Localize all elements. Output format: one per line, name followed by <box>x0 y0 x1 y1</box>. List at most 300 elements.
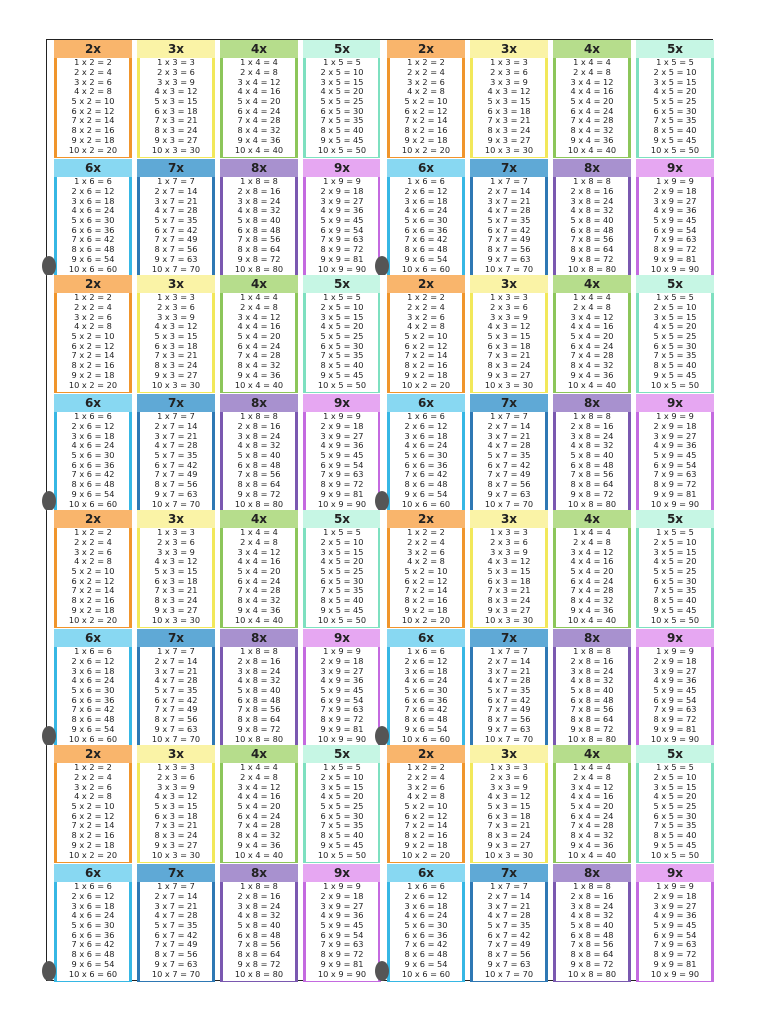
table-row: 8 x 3 = 24 <box>154 125 198 136</box>
times-table-block <box>47 510 380 745</box>
table-card-rows <box>223 412 295 509</box>
table-row: 6 x 7 = 42 <box>487 224 531 235</box>
table-card-title: 4x <box>220 40 298 58</box>
table-row: 5 x 5 = 25 <box>653 801 697 812</box>
table-row: 6 x 2 = 12 <box>71 105 115 116</box>
times-table-block <box>47 275 380 510</box>
times-table-block <box>47 745 380 980</box>
table-card-2x <box>387 275 465 393</box>
table-row: 8 x 5 = 40 <box>653 595 697 606</box>
table-row: 3 x 6 = 18 <box>71 430 115 441</box>
table-row: 8 x 5 = 40 <box>653 830 697 841</box>
table-row: 5 x 8 = 40 <box>570 215 614 226</box>
table-row: 7 x 5 = 35 <box>653 585 697 596</box>
table-card-title: 7x <box>470 394 548 412</box>
table-row: 1 x 9 = 9 <box>656 881 694 892</box>
times-table-block <box>380 40 713 275</box>
table-row: 4 x 3 = 12 <box>154 321 198 332</box>
table-row: 2 x 3 = 6 <box>490 537 528 548</box>
table-row: 10 x 6 = 60 <box>401 733 451 744</box>
table-card-rows <box>639 647 711 744</box>
table-row: 3 x 4 = 12 <box>570 311 614 322</box>
table-row: 10 x 8 = 80 <box>567 498 617 509</box>
table-card-2x <box>54 40 132 158</box>
table-row: 5 x 7 = 35 <box>487 920 531 931</box>
table-card-rows <box>390 177 462 274</box>
table-row: 8 x 3 = 24 <box>487 360 531 371</box>
table-row: 7 x 4 = 28 <box>570 115 614 126</box>
table-row: 9 x 5 = 45 <box>653 369 697 380</box>
table-row: 2 x 8 = 16 <box>570 891 614 902</box>
table-row: 3 x 7 = 21 <box>154 900 198 911</box>
table-row: 9 x 9 = 81 <box>320 958 364 969</box>
table-row: 9 x 4 = 36 <box>237 369 281 380</box>
table-row: 9 x 2 = 18 <box>71 369 115 380</box>
table-row: 8 x 9 = 72 <box>653 949 697 960</box>
table-row: 10 x 7 = 70 <box>484 968 534 979</box>
table-card-rows <box>223 528 295 625</box>
table-card-title: 6x <box>54 394 132 412</box>
table-row: 9 x 4 = 36 <box>570 369 614 380</box>
table-row: 3 x 3 = 9 <box>157 76 195 87</box>
table-row: 6 x 7 = 42 <box>154 224 198 235</box>
times-table-block <box>47 40 380 275</box>
table-card-2x <box>387 745 465 863</box>
table-card-3x <box>137 275 215 393</box>
table-row: 10 x 6 = 60 <box>68 733 118 744</box>
table-row: 9 x 5 = 45 <box>320 134 364 145</box>
table-card-rows <box>556 528 628 625</box>
table-card-rows <box>639 528 711 625</box>
table-row: 9 x 4 = 36 <box>570 839 614 850</box>
table-row: 7 x 7 = 49 <box>154 704 198 715</box>
table-row: 4 x 4 = 16 <box>237 556 281 567</box>
table-card-title: 3x <box>470 745 548 763</box>
table-row: 4 x 9 = 36 <box>653 675 697 686</box>
table-card-2x <box>54 275 132 393</box>
table-card-9x <box>636 159 714 277</box>
table-row: 3 x 4 = 12 <box>570 781 614 792</box>
table-row: 1 x 5 = 5 <box>323 527 361 538</box>
table-row: 2 x 5 = 10 <box>320 67 364 78</box>
table-row: 10 x 3 = 30 <box>484 614 534 625</box>
table-row: 10 x 4 = 40 <box>567 614 617 625</box>
table-row: 4 x 7 = 28 <box>154 205 198 216</box>
table-row: 1 x 6 = 6 <box>74 411 112 422</box>
table-card-rows <box>57 882 129 979</box>
table-row: 5 x 9 = 45 <box>653 920 697 931</box>
table-card-title: 5x <box>303 745 381 763</box>
table-card-5x <box>636 275 714 393</box>
table-row: 6 x 6 = 36 <box>71 224 115 235</box>
table-row: 9 x 3 = 27 <box>487 134 531 145</box>
table-row: 7 x 2 = 14 <box>71 820 115 831</box>
table-row: 9 x 7 = 63 <box>487 958 531 969</box>
table-row: 9 x 8 = 72 <box>570 958 614 969</box>
table-row: 9 x 9 = 81 <box>320 488 364 499</box>
table-row: 10 x 8 = 80 <box>234 263 284 274</box>
table-row: 2 x 9 = 18 <box>320 656 364 667</box>
table-card-4x <box>220 40 298 158</box>
table-card-rows <box>639 882 711 979</box>
table-card-7x <box>470 629 548 747</box>
table-row: 5 x 5 = 25 <box>653 96 697 107</box>
table-row: 4 x 5 = 20 <box>320 321 364 332</box>
table-row: 5 x 3 = 15 <box>487 801 531 812</box>
table-row: 2 x 5 = 10 <box>320 772 364 783</box>
table-card-rows <box>140 412 212 509</box>
table-card-rows <box>223 882 295 979</box>
table-row: 8 x 4 = 32 <box>237 125 281 136</box>
table-row: 7 x 5 = 35 <box>320 115 364 126</box>
table-row: 10 x 7 = 70 <box>484 263 534 274</box>
table-row: 9 x 7 = 63 <box>154 958 198 969</box>
table-card-title: 8x <box>553 159 631 177</box>
times-table-block <box>380 275 713 510</box>
table-row: 5 x 4 = 20 <box>570 331 614 342</box>
table-row: 10 x 9 = 90 <box>650 968 700 979</box>
table-card-title: 9x <box>636 159 714 177</box>
table-row: 4 x 7 = 28 <box>487 910 531 921</box>
table-row: 6 x 5 = 30 <box>653 575 697 586</box>
table-row: 8 x 4 = 32 <box>237 360 281 371</box>
table-row: 10 x 3 = 30 <box>151 614 201 625</box>
table-row: 1 x 9 = 9 <box>323 646 361 657</box>
table-row: 9 x 9 = 81 <box>320 723 364 734</box>
table-row: 4 x 5 = 20 <box>320 86 364 97</box>
table-row: 2 x 4 = 8 <box>573 537 611 548</box>
table-row: 1 x 3 = 3 <box>490 527 528 538</box>
table-card-title: 8x <box>220 629 298 647</box>
table-row: 5 x 2 = 10 <box>71 566 115 577</box>
table-row: 2 x 3 = 6 <box>490 772 528 783</box>
table-row: 5 x 4 = 20 <box>237 96 281 107</box>
table-row: 8 x 7 = 56 <box>487 479 531 490</box>
table-row: 7 x 6 = 42 <box>404 234 448 245</box>
table-row: 4 x 6 = 24 <box>404 205 448 216</box>
binder-hole-mark <box>375 256 389 276</box>
table-row: 6 x 6 = 36 <box>71 929 115 940</box>
table-row: 5 x 6 = 30 <box>404 685 448 696</box>
table-card-5x <box>303 745 381 863</box>
table-row: 2 x 9 = 18 <box>653 421 697 432</box>
binder-hole-mark <box>42 961 56 981</box>
table-card-title: 5x <box>303 275 381 293</box>
table-card-9x <box>636 864 714 982</box>
table-row: 5 x 3 = 15 <box>487 331 531 342</box>
table-row: 10 x 2 = 20 <box>68 144 118 155</box>
table-row: 10 x 3 = 30 <box>484 379 534 390</box>
table-card-rows <box>390 882 462 979</box>
table-row: 3 x 7 = 21 <box>487 430 531 441</box>
table-card-4x <box>220 275 298 393</box>
table-row: 6 x 6 = 36 <box>404 929 448 940</box>
table-card-rows <box>473 412 545 509</box>
table-row: 9 x 2 = 18 <box>404 604 448 615</box>
table-row: 7 x 8 = 56 <box>237 234 281 245</box>
table-row: 4 x 2 = 8 <box>407 791 445 802</box>
binder-hole-mark <box>42 256 56 276</box>
table-row: 9 x 8 = 72 <box>237 253 281 264</box>
table-row: 5 x 3 = 15 <box>154 801 198 812</box>
table-row: 6 x 4 = 24 <box>237 340 281 351</box>
table-row: 1 x 2 = 2 <box>74 57 112 68</box>
table-card-title: 8x <box>553 629 631 647</box>
table-row: 3 x 7 = 21 <box>487 195 531 206</box>
table-row: 3 x 5 = 15 <box>653 546 697 557</box>
table-row: 2 x 9 = 18 <box>653 186 697 197</box>
table-row: 5 x 2 = 10 <box>71 801 115 812</box>
table-row: 8 x 5 = 40 <box>653 125 697 136</box>
table-row: 5 x 3 = 15 <box>487 96 531 107</box>
table-row: 5 x 7 = 35 <box>154 450 198 461</box>
table-card-title: 9x <box>636 864 714 882</box>
table-row: 5 x 5 = 25 <box>653 331 697 342</box>
table-row: 6 x 2 = 12 <box>71 340 115 351</box>
table-card-title: 3x <box>470 40 548 58</box>
table-row: 3 x 5 = 15 <box>653 311 697 322</box>
table-row: 7 x 5 = 35 <box>653 115 697 126</box>
table-row: 10 x 9 = 90 <box>317 263 367 274</box>
table-card-7x <box>137 159 215 277</box>
table-row: 6 x 6 = 36 <box>404 224 448 235</box>
table-card-title: 3x <box>470 510 548 528</box>
table-row: 4 x 9 = 36 <box>653 910 697 921</box>
table-card-rows <box>306 528 378 625</box>
table-row: 7 x 9 = 63 <box>653 704 697 715</box>
table-card-rows <box>639 58 711 155</box>
table-row: 2 x 7 = 14 <box>487 656 531 667</box>
table-row: 5 x 8 = 40 <box>237 920 281 931</box>
table-card-8x <box>553 629 631 747</box>
table-row: 5 x 7 = 35 <box>154 215 198 226</box>
table-row: 8 x 7 = 56 <box>154 714 198 725</box>
table-card-rows <box>306 882 378 979</box>
table-card-title: 2x <box>387 745 465 763</box>
table-row: 9 x 5 = 45 <box>653 604 697 615</box>
table-row: 2 x 2 = 4 <box>74 772 112 783</box>
table-card-9x <box>303 629 381 747</box>
table-row: 6 x 7 = 42 <box>487 694 531 705</box>
binder-hole-mark <box>375 491 389 511</box>
table-row: 3 x 8 = 24 <box>570 430 614 441</box>
table-row: 2 x 5 = 10 <box>320 537 364 548</box>
table-row: 4 x 8 = 32 <box>570 440 614 451</box>
table-row: 1 x 9 = 9 <box>323 881 361 892</box>
table-card-rows <box>223 58 295 155</box>
table-row: 9 x 8 = 72 <box>570 488 614 499</box>
table-card-rows <box>57 177 129 274</box>
table-row: 4 x 9 = 36 <box>653 440 697 451</box>
table-card-3x <box>470 510 548 628</box>
table-card-9x <box>636 394 714 512</box>
table-row: 6 x 6 = 36 <box>404 694 448 705</box>
table-row: 1 x 7 = 7 <box>490 646 528 657</box>
table-row: 3 x 8 = 24 <box>237 665 281 676</box>
table-card-rows <box>473 58 545 155</box>
table-row: 6 x 4 = 24 <box>570 810 614 821</box>
table-row: 7 x 9 = 63 <box>653 234 697 245</box>
table-row: 2 x 3 = 6 <box>490 67 528 78</box>
table-row: 10 x 9 = 90 <box>650 498 700 509</box>
table-row: 7 x 9 = 63 <box>653 939 697 950</box>
table-row: 5 x 4 = 20 <box>237 566 281 577</box>
table-row: 3 x 9 = 27 <box>653 665 697 676</box>
table-row: 4 x 6 = 24 <box>71 675 115 686</box>
binder-hole-mark <box>42 726 56 746</box>
table-card-2x <box>54 745 132 863</box>
table-card-rows <box>223 763 295 860</box>
table-row: 3 x 6 = 18 <box>404 195 448 206</box>
table-row: 1 x 6 = 6 <box>74 881 112 892</box>
table-row: 2 x 7 = 14 <box>487 421 531 432</box>
table-row: 7 x 4 = 28 <box>237 820 281 831</box>
table-row: 9 x 6 = 54 <box>71 488 115 499</box>
table-row: 6 x 3 = 18 <box>154 340 198 351</box>
table-row: 6 x 5 = 30 <box>320 810 364 821</box>
table-row: 7 x 6 = 42 <box>71 469 115 480</box>
table-row: 9 x 4 = 36 <box>237 134 281 145</box>
table-row: 4 x 9 = 36 <box>320 205 364 216</box>
table-row: 8 x 6 = 48 <box>404 479 448 490</box>
table-card-5x <box>636 745 714 863</box>
table-card-6x <box>387 629 465 747</box>
table-row: 9 x 8 = 72 <box>237 958 281 969</box>
table-row: 1 x 7 = 7 <box>490 881 528 892</box>
table-row: 3 x 3 = 9 <box>157 781 195 792</box>
table-card-rows <box>390 293 462 390</box>
table-card-6x <box>54 864 132 982</box>
table-row: 7 x 7 = 49 <box>154 469 198 480</box>
table-row: 6 x 9 = 54 <box>320 694 364 705</box>
table-row: 3 x 8 = 24 <box>237 900 281 911</box>
table-row: 8 x 3 = 24 <box>154 595 198 606</box>
table-row: 9 x 3 = 27 <box>487 839 531 850</box>
table-row: 1 x 4 = 4 <box>240 762 278 773</box>
table-row: 4 x 6 = 24 <box>404 910 448 921</box>
table-row: 2 x 7 = 14 <box>154 656 198 667</box>
table-card-title: 6x <box>387 864 465 882</box>
table-row: 6 x 7 = 42 <box>154 929 198 940</box>
table-row: 5 x 6 = 30 <box>71 685 115 696</box>
table-row: 7 x 3 = 21 <box>154 350 198 361</box>
times-table-block <box>380 510 713 745</box>
binder-hole-mark <box>375 726 389 746</box>
table-row: 7 x 6 = 42 <box>71 704 115 715</box>
table-row: 3 x 6 = 18 <box>404 665 448 676</box>
table-row: 7 x 7 = 49 <box>487 939 531 950</box>
table-row: 6 x 2 = 12 <box>404 105 448 116</box>
table-card-rows <box>639 293 711 390</box>
table-row: 8 x 2 = 16 <box>71 125 115 136</box>
table-row: 7 x 4 = 28 <box>237 350 281 361</box>
table-row: 7 x 2 = 14 <box>71 350 115 361</box>
table-row: 6 x 8 = 48 <box>570 694 614 705</box>
table-row: 4 x 8 = 32 <box>570 205 614 216</box>
binder-hole-mark <box>42 491 56 511</box>
table-row: 10 x 8 = 80 <box>567 733 617 744</box>
table-row: 6 x 4 = 24 <box>237 105 281 116</box>
table-row: 8 x 4 = 32 <box>237 595 281 606</box>
table-row: 10 x 9 = 90 <box>650 263 700 274</box>
table-card-6x <box>387 159 465 277</box>
table-card-9x <box>303 864 381 982</box>
table-row: 2 x 4 = 8 <box>573 67 611 78</box>
table-row: 1 x 8 = 8 <box>573 176 611 187</box>
table-row: 1 x 5 = 5 <box>323 57 361 68</box>
table-row: 5 x 9 = 45 <box>653 215 697 226</box>
table-row: 4 x 2 = 8 <box>74 86 112 97</box>
table-row: 1 x 5 = 5 <box>656 762 694 773</box>
table-row: 3 x 2 = 6 <box>407 781 445 792</box>
table-row: 9 x 9 = 81 <box>653 958 697 969</box>
table-row: 6 x 3 = 18 <box>154 575 198 586</box>
table-card-title: 7x <box>137 394 215 412</box>
table-row: 9 x 2 = 18 <box>71 839 115 850</box>
table-row: 2 x 6 = 12 <box>71 891 115 902</box>
table-row: 2 x 7 = 14 <box>154 891 198 902</box>
table-row: 1 x 9 = 9 <box>323 176 361 187</box>
table-row: 3 x 5 = 15 <box>320 546 364 557</box>
table-row: 5 x 7 = 35 <box>487 685 531 696</box>
table-row: 1 x 2 = 2 <box>407 762 445 773</box>
table-row: 3 x 4 = 12 <box>237 546 281 557</box>
table-row: 8 x 3 = 24 <box>487 595 531 606</box>
table-row: 1 x 4 = 4 <box>240 527 278 538</box>
table-row: 1 x 7 = 7 <box>157 881 195 892</box>
table-row: 3 x 5 = 15 <box>320 76 364 87</box>
table-row: 5 x 8 = 40 <box>570 920 614 931</box>
table-row: 5 x 9 = 45 <box>320 450 364 461</box>
table-row: 5 x 6 = 30 <box>404 215 448 226</box>
table-card-4x <box>553 510 631 628</box>
table-row: 10 x 2 = 20 <box>401 144 451 155</box>
table-row: 7 x 6 = 42 <box>71 939 115 950</box>
table-row: 4 x 2 = 8 <box>407 556 445 567</box>
table-row: 5 x 2 = 10 <box>71 331 115 342</box>
table-card-9x <box>303 394 381 512</box>
table-row: 1 x 7 = 7 <box>490 411 528 422</box>
table-card-rows <box>140 763 212 860</box>
table-row: 3 x 7 = 21 <box>487 900 531 911</box>
table-card-rows <box>556 177 628 274</box>
table-row: 5 x 3 = 15 <box>154 96 198 107</box>
table-row: 7 x 6 = 42 <box>404 469 448 480</box>
table-row: 1 x 8 = 8 <box>240 646 278 657</box>
table-row: 1 x 3 = 3 <box>490 57 528 68</box>
table-row: 9 x 9 = 81 <box>320 253 364 264</box>
table-row: 6 x 6 = 36 <box>71 694 115 705</box>
table-row: 1 x 8 = 8 <box>240 881 278 892</box>
table-row: 5 x 2 = 10 <box>71 96 115 107</box>
table-row: 2 x 8 = 16 <box>237 186 281 197</box>
table-row: 2 x 9 = 18 <box>320 186 364 197</box>
table-row: 10 x 7 = 70 <box>484 733 534 744</box>
table-row: 8 x 2 = 16 <box>71 595 115 606</box>
table-card-7x <box>137 629 215 747</box>
table-row: 9 x 5 = 45 <box>653 839 697 850</box>
table-row: 1 x 3 = 3 <box>490 292 528 303</box>
table-row: 2 x 8 = 16 <box>237 891 281 902</box>
table-row: 6 x 9 = 54 <box>653 459 697 470</box>
table-card-rows <box>140 58 212 155</box>
table-row: 8 x 8 = 64 <box>570 244 614 255</box>
table-row: 10 x 5 = 50 <box>317 144 367 155</box>
table-row: 5 x 6 = 30 <box>71 215 115 226</box>
table-row: 6 x 2 = 12 <box>71 810 115 821</box>
table-row: 10 x 8 = 80 <box>567 968 617 979</box>
table-row: 2 x 2 = 4 <box>407 302 445 313</box>
